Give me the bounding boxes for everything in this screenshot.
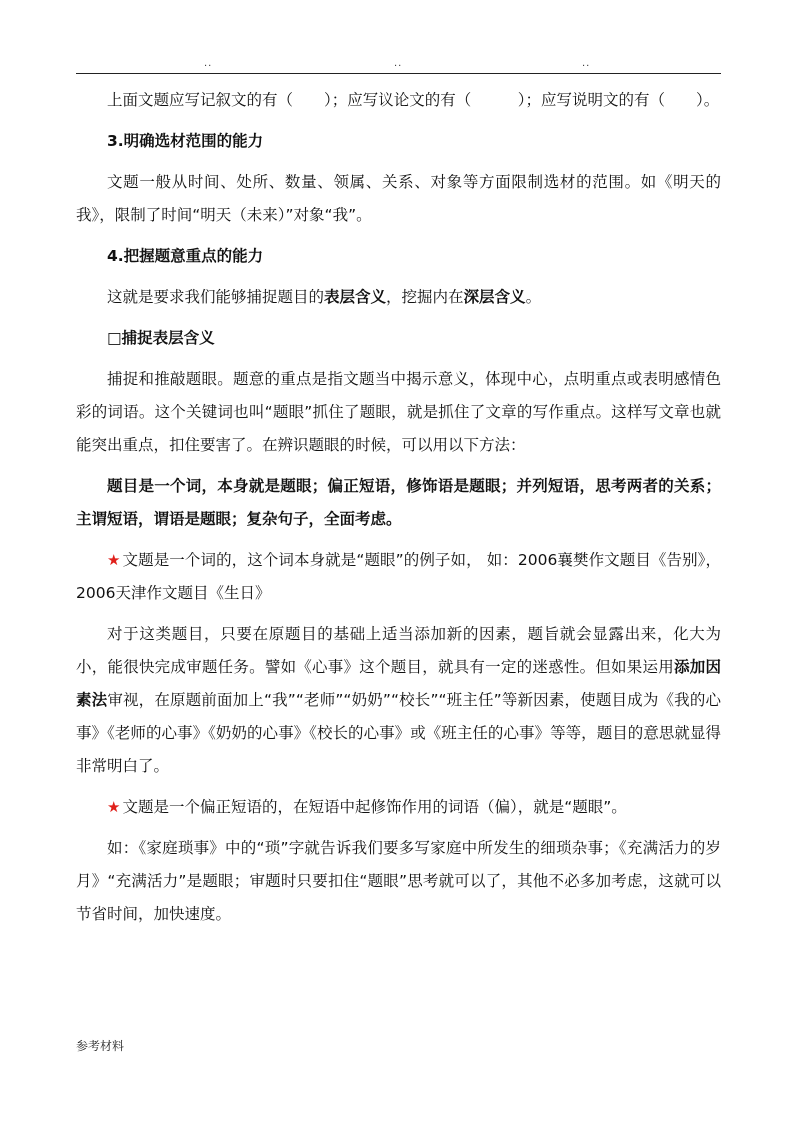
heading-surface-meaning: □捕捉表层含义: [107, 329, 215, 347]
star-icon: ★: [107, 798, 121, 816]
paragraph-surface-deep: [76, 281, 721, 314]
header-dots-left: ..: [204, 58, 213, 69]
text-run: 。: [525, 288, 542, 306]
paragraph-single-word: [76, 544, 721, 610]
paragraph-modifier-phrase: [76, 791, 721, 824]
paragraph-essay-types: 上面文题应写记叙文的有（ ）；应写议论文的有（ ）；应写说明文的有（ ）。: [107, 91, 720, 109]
text-run-bold: 表层含义: [324, 288, 387, 306]
footer-label: 参考材料: [76, 1039, 125, 1053]
heading-key-points: 4.把握题意重点的能力: [107, 247, 264, 265]
text-run-bold: 添加因素法: [76, 658, 721, 709]
paragraph-material-scope: 文题一般从时间、处所、数量、领属、关系、对象等方面限制选材的范围。如《明天的我》，限制了时间“明天（未来）”对象“我”。: [76, 173, 721, 224]
star-icon: ★: [107, 551, 121, 569]
heading-material-scope: 3.明确选材范围的能力: [107, 132, 264, 150]
header-dots-right: ..: [582, 58, 591, 69]
text-run: 文题是一个偏正短语的，在短语中起修饰作用的词语（偏），就是“题眼”。: [122, 798, 627, 816]
text-run: 对于这类题目，只要在原题目的基础上适当添加新的因素，题旨就会显露出来，化大为小，能很快完成审题任务。譬如《心事》这个题目，就具有一定的迷惑性。但如果运用: [76, 625, 721, 676]
text-run: 这就是要求我们能够捕捉题目的: [107, 288, 325, 306]
paragraph-title-eye: 捕捉和推敲题眼。题意的重点是指文题当中揭示意义，体现中心，点明重点或表明感情色彩的词语。这个关键词也叫“题眼”抓住了题眼，就是抓住了文章的写作重点。这样写文章也就能突出重点，扣住要害了。在辨识题眼的时候，可以用以下方法：: [76, 370, 721, 454]
text-run: ，挖掘内在: [386, 288, 464, 306]
text-run: 审视，在原题前面加上“我”“老师”“奶奶”“校长”“班主任”等新因素，使题目成为《我的心事》《老师的心事》《奶奶的心事》《校长的心事》或《班主任的心事》等等，题目的意思就显得非常明白了。: [76, 691, 721, 775]
header-dots-middle: ..: [394, 58, 403, 69]
document-body: [76, 84, 721, 939]
paragraph-methods: 题目是一个词，本身就是题眼；偏正短语，修饰语是题眼；并列短语，思考两者的关系；主谓短语，谓语是题眼；复杂句子，全面考虑。: [76, 477, 721, 528]
text-run: 文题是一个词的，这个词本身就是“题眼”的例子如， 如：2006襄樊作文题目《告别》，2006天津作文题目《生日》: [76, 551, 722, 602]
header-rule: [76, 73, 721, 74]
paragraph-example: 如：《家庭琐事》中的“琐”字就告诉我们要多写家庭中所发生的细琐杂事；《充满活力的岁月》“充满活力”是题眼；审题时只要扣住“题眼”思考就可以了，其他不必多加考虑，这就可以节省时间，加快速度。: [76, 839, 721, 923]
text-run-bold: 深层含义: [463, 288, 526, 306]
paragraph-add-factors: [76, 618, 721, 783]
